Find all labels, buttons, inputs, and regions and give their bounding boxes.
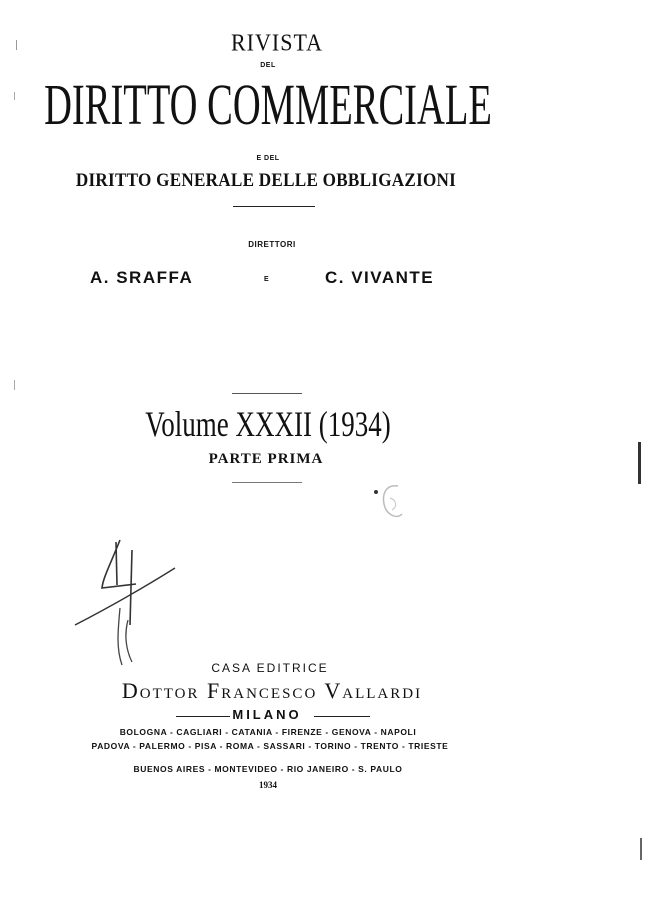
scan-edge-mark	[16, 40, 17, 50]
divider-rule	[232, 482, 302, 483]
scan-edge-mark	[14, 92, 15, 100]
divider-rule	[233, 206, 315, 207]
divider-rule	[232, 393, 302, 394]
publisher-casa: CASA EDITRICE	[211, 661, 329, 675]
branch-cities-line1: BOLOGNA - CAGLIARI - CATANIA - FIRENZE - GENOVA - NAPOLI	[119, 727, 417, 737]
branch-cities-line3: BUENOS AIRES - MONTEVIDEO - RIO JANEIRO - S. PAULO	[133, 764, 403, 774]
branch-cities-line2: PADOVA - PALERMO - PISA - ROMA - SASSARI - TORINO - TRENTO - TRIESTE	[91, 741, 449, 751]
director-sraffa: A. SRAFFA	[90, 268, 194, 287]
publication-year: 1934	[259, 780, 277, 790]
e-del-word: E DEL	[256, 155, 280, 162]
handwritten-signature	[70, 530, 180, 670]
directors-conjunction: E	[264, 276, 270, 283]
scan-edge-mark	[638, 442, 641, 484]
part-label: PARTE PRIMA	[208, 451, 324, 467]
divider-rule	[314, 716, 370, 717]
scan-edge-mark	[14, 380, 15, 390]
journal-title: DIRITTO COMMERCIALE	[44, 72, 492, 138]
faint-stamp-mark	[368, 478, 408, 528]
publisher-name: Dottor Francesco Vallardi	[121, 678, 423, 703]
del-word: DEL	[260, 62, 276, 69]
divider-rule	[176, 716, 230, 717]
scan-edge-mark	[640, 838, 642, 860]
rivista-word: RIVISTA	[230, 28, 324, 57]
directors-label: DIRETTORI	[248, 240, 296, 249]
director-vivante: C. VIVANTE	[325, 268, 435, 287]
journal-subtitle: DIRITTO GENERALE DELLE OBBLIGAZIONI	[75, 170, 457, 191]
publisher-city: MILANO	[232, 707, 302, 722]
volume-title: Volume XXXII (1934)	[145, 404, 391, 445]
